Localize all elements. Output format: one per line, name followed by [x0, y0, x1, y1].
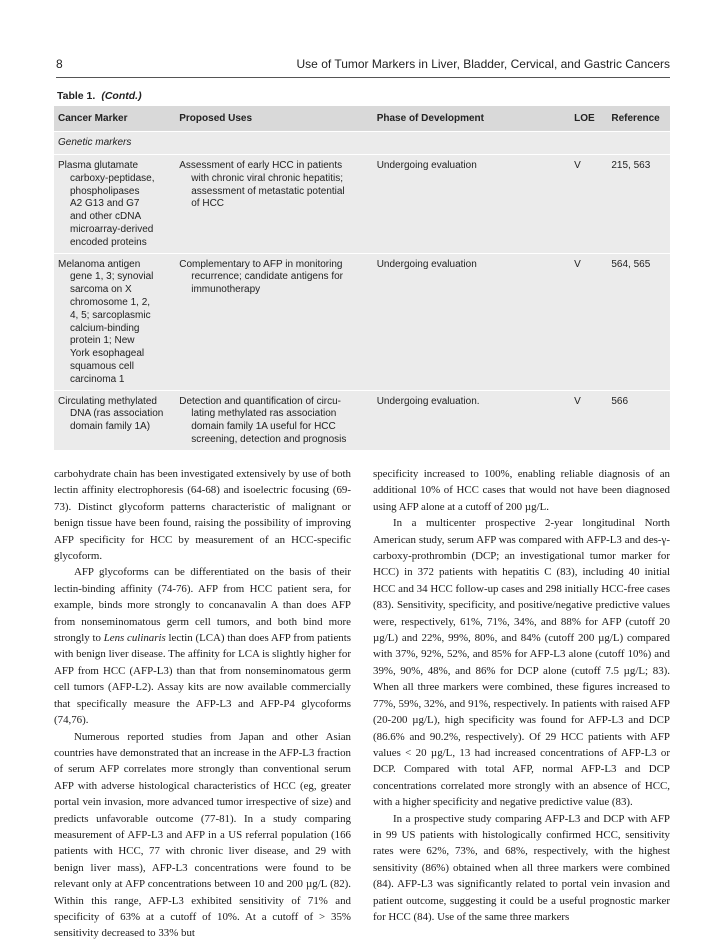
col-header-cancer-marker: Cancer Marker: [58, 113, 128, 124]
page-number: 8: [56, 57, 63, 71]
cell-line: Detection and quantification of circu-: [179, 395, 342, 407]
cell-line: calcium-binding: [70, 322, 140, 334]
cell-line: domain family 1A useful for HCC: [191, 421, 336, 433]
cell-line: DNA (ras association: [70, 408, 164, 420]
cell-line: chromosome 1, 2,: [70, 296, 151, 308]
col-header-loe: LOE: [574, 113, 595, 124]
paragraph-text: lectin (LCA) than does AFP from patients with benign liver disease. The affinity for LCA is slightly higher for AFP from HCC (AFP-L3) than that from nonseminomatous germ cell tumors (AFP-L2). Assay kits are now available commercially that specifically measure the AFP-L3 and AFP-P4 glycoforms (74,76).: [54, 632, 351, 727]
cell-line: recurrence; candidate antigens for: [191, 271, 344, 283]
tumor-marker-table: [54, 106, 670, 450]
cell-proposed-uses: [175, 259, 372, 387]
cell-loe: V: [574, 258, 581, 270]
table-row: [54, 390, 670, 450]
cell-cancer-marker: [54, 396, 175, 447]
cell-line: gene 1, 3; synovial: [70, 271, 154, 283]
cell-line: immunotherapy: [191, 284, 261, 296]
paragraph: carbohydrate chain has been investigated extensively by use of both lectin affinity electrophoresis (64-68) and isoelectric focusing (69-73). Distinct glycoform patterns characteristic of malignant or benign tissue have been found, raising the possibility of improving AFP specificity for HCC by measurement of an HCC-specific glycoform.: [54, 468, 351, 563]
paragraph: Numerous reported studies from Japan and other Asian countries have demonstrated that an increase in the AFP-L3 fraction of serum AFP correlates more strongly than conventional serum AFP with adverse histological characteristics of HCC (eg, greater portal vein invasion, more advanced tumor irrespective of size) and predicts unfavorable outcome (77-81). In a study comparing measurement of AFP-L3 and AFP in a US referral population (166 patients with HCC, 77 with chronic liver disease, and 29 with benign liver mass), AFP-L3 concentrations were found to be relevant only at AFP concentrations between 10 and 200 µg/L (82). Within this range, AFP-L3 exhibited sensitivity of 71% and specificity of 63% at a cutoff of 10%. At a cutoff of > 35% sensitivity decreased to 33% but: [54, 730, 351, 940]
cell-line: microarray-derived: [70, 223, 154, 235]
cell-cancer-marker: [54, 160, 175, 250]
cell-loe: V: [574, 160, 581, 171]
cell-line: lating methylated ras association: [191, 408, 337, 420]
table-caption: [57, 90, 142, 102]
col-header-reference: Reference: [611, 113, 660, 124]
cell-line: Melanoma antigen: [58, 258, 141, 270]
table-row: [54, 253, 670, 390]
cell-line: 4, 5; sarcoplasmic: [70, 309, 151, 321]
cell-line: of HCC: [191, 198, 225, 210]
left-column: [54, 466, 351, 942]
cell-phase: Undergoing evaluation.: [376, 395, 480, 407]
col-header-phase: Phase of Development: [376, 113, 484, 124]
running-title: Use of Tumor Markers in Liver, Bladder, Cervical, and Gastric Cancers: [296, 57, 670, 71]
cell-line: Complementary to AFP in monitoring: [179, 258, 343, 270]
header-rule: [56, 77, 670, 78]
cell-cancer-marker: [54, 259, 175, 387]
paragraph: [54, 564, 351, 728]
paragraph-text: AFP glycoforms can be differentiated on the basis of their lectin-binding affinity (74-76). AFP from HCC patient sera, for example, binds more strongly to concanavalin A than does AFP from nonseminomatous germ cell tumors, and both bind more strongly to: [54, 566, 351, 645]
cell-loe: V: [574, 395, 581, 407]
italic-term: Lens culinaris: [103, 632, 166, 645]
paragraph: In a prospective study comparing AFP-L3 and DCP with AFP in 99 US patients with histologically confirmed HCC, sensitivity rates were 62%, 73%, and 68%, respectively, with the highest sensitivity (86%) obtained when all three markers were combined (84). AFP-L3 was significantly related to portal vein invasion and patient outcome, suggesting it could be a useful prognostic marker for HCC (84). Use of the same three markers: [373, 812, 670, 923]
running-head: [56, 57, 670, 71]
table-caption-label: Table 1.: [57, 90, 96, 102]
cell-line: York esophageal: [70, 348, 145, 360]
cell-line: phospholipases: [70, 185, 140, 197]
cell-line: encoded proteins: [70, 236, 147, 248]
cell-line: Assessment of early HCC in patients: [179, 160, 343, 171]
table-section-label: Genetic markers: [54, 131, 670, 154]
cell-line: and other cDNA: [70, 211, 142, 223]
cell-line: domain family 1A): [70, 421, 151, 433]
table-caption-contd: (Contd.): [101, 90, 142, 102]
cell-line: squamous cell: [70, 360, 134, 372]
cell-phase: Undergoing evaluation: [376, 160, 477, 171]
cell-line: protein 1; New: [70, 335, 135, 347]
table-row: [54, 154, 670, 253]
cell-line: screening, detection and prognosis: [191, 433, 347, 445]
cell-phase: Undergoing evaluation: [376, 258, 477, 270]
right-column: [373, 466, 670, 942]
cell-line: carboxy-peptidase,: [70, 172, 155, 184]
paragraph: In a multicenter prospective 2-year longitudinal North American study, serum AFP was compared with AFP-L3 and des-γ-carboxy-prothrombin (DCP; an investigational tumor marker for HCC) in 372 patients with hepatitis C (83), including 40 initial HCC and 34 HCC follow-up cases and 298 initially HCC-free cases (83). Sensitivity, specificity, and positive/negative predictive values were, respectively, 61%, 71%, 34%, and 88% for AFP (cutoff 20 µg/L) and 22%, 99%, 80%, and 84% (cutoff 200 µg/L) compared with 37%, 92%, 52%, and 85% for AFP-L3 alone (cutoff 10%) and 39%, 90%, 48%, and 86% for DCP alone (cutoff 7.5 µg/L; 83). When all three markers were combined, these figures increased to 77%, 59%, 32%, and 91%, respectively. In patients with raised AFP (20-200 µg/L), high specificity was found for AFP-L3 and DCP (86.6% and 90.2%, respectively). Of 29 HCC patients with AFP values < 20 µg/L, 13 had increased concentrations of AFP-L3 or DCP. Compared with total AFP, normal AFP-L3 and DCP concentrations correlated more strongly with an absence of HCC, with a higher specificity and negative predictive value (83).: [373, 517, 670, 809]
paragraph: specificity increased to 100%, enabling reliable diagnosis of an additional 10% of HCC cases that would not have been diagnosed using AFP alone at a cutoff of 200 µg/L.: [373, 468, 670, 513]
cell-line: with chronic viral chronic hepatitis;: [191, 172, 343, 184]
cell-line: A2 G13 and G7: [70, 198, 140, 210]
table-header-row: [54, 106, 670, 131]
cell-reference: 564, 565: [611, 258, 651, 270]
cell-reference: 215, 563: [611, 160, 651, 171]
cell-line: assessment of metastatic potential: [191, 185, 345, 197]
body-text: [54, 466, 670, 942]
cell-line: Circulating methylated: [58, 395, 157, 407]
cell-proposed-uses: [175, 396, 372, 447]
cell-line: carcinoma 1: [70, 373, 125, 385]
cell-line: sarcoma on X: [70, 284, 132, 296]
col-header-proposed-uses: Proposed Uses: [179, 113, 253, 124]
table-body: [54, 154, 670, 450]
cell-reference: 566: [611, 395, 629, 407]
cell-line: Plasma glutamate: [58, 160, 139, 171]
cell-proposed-uses: [175, 160, 372, 250]
